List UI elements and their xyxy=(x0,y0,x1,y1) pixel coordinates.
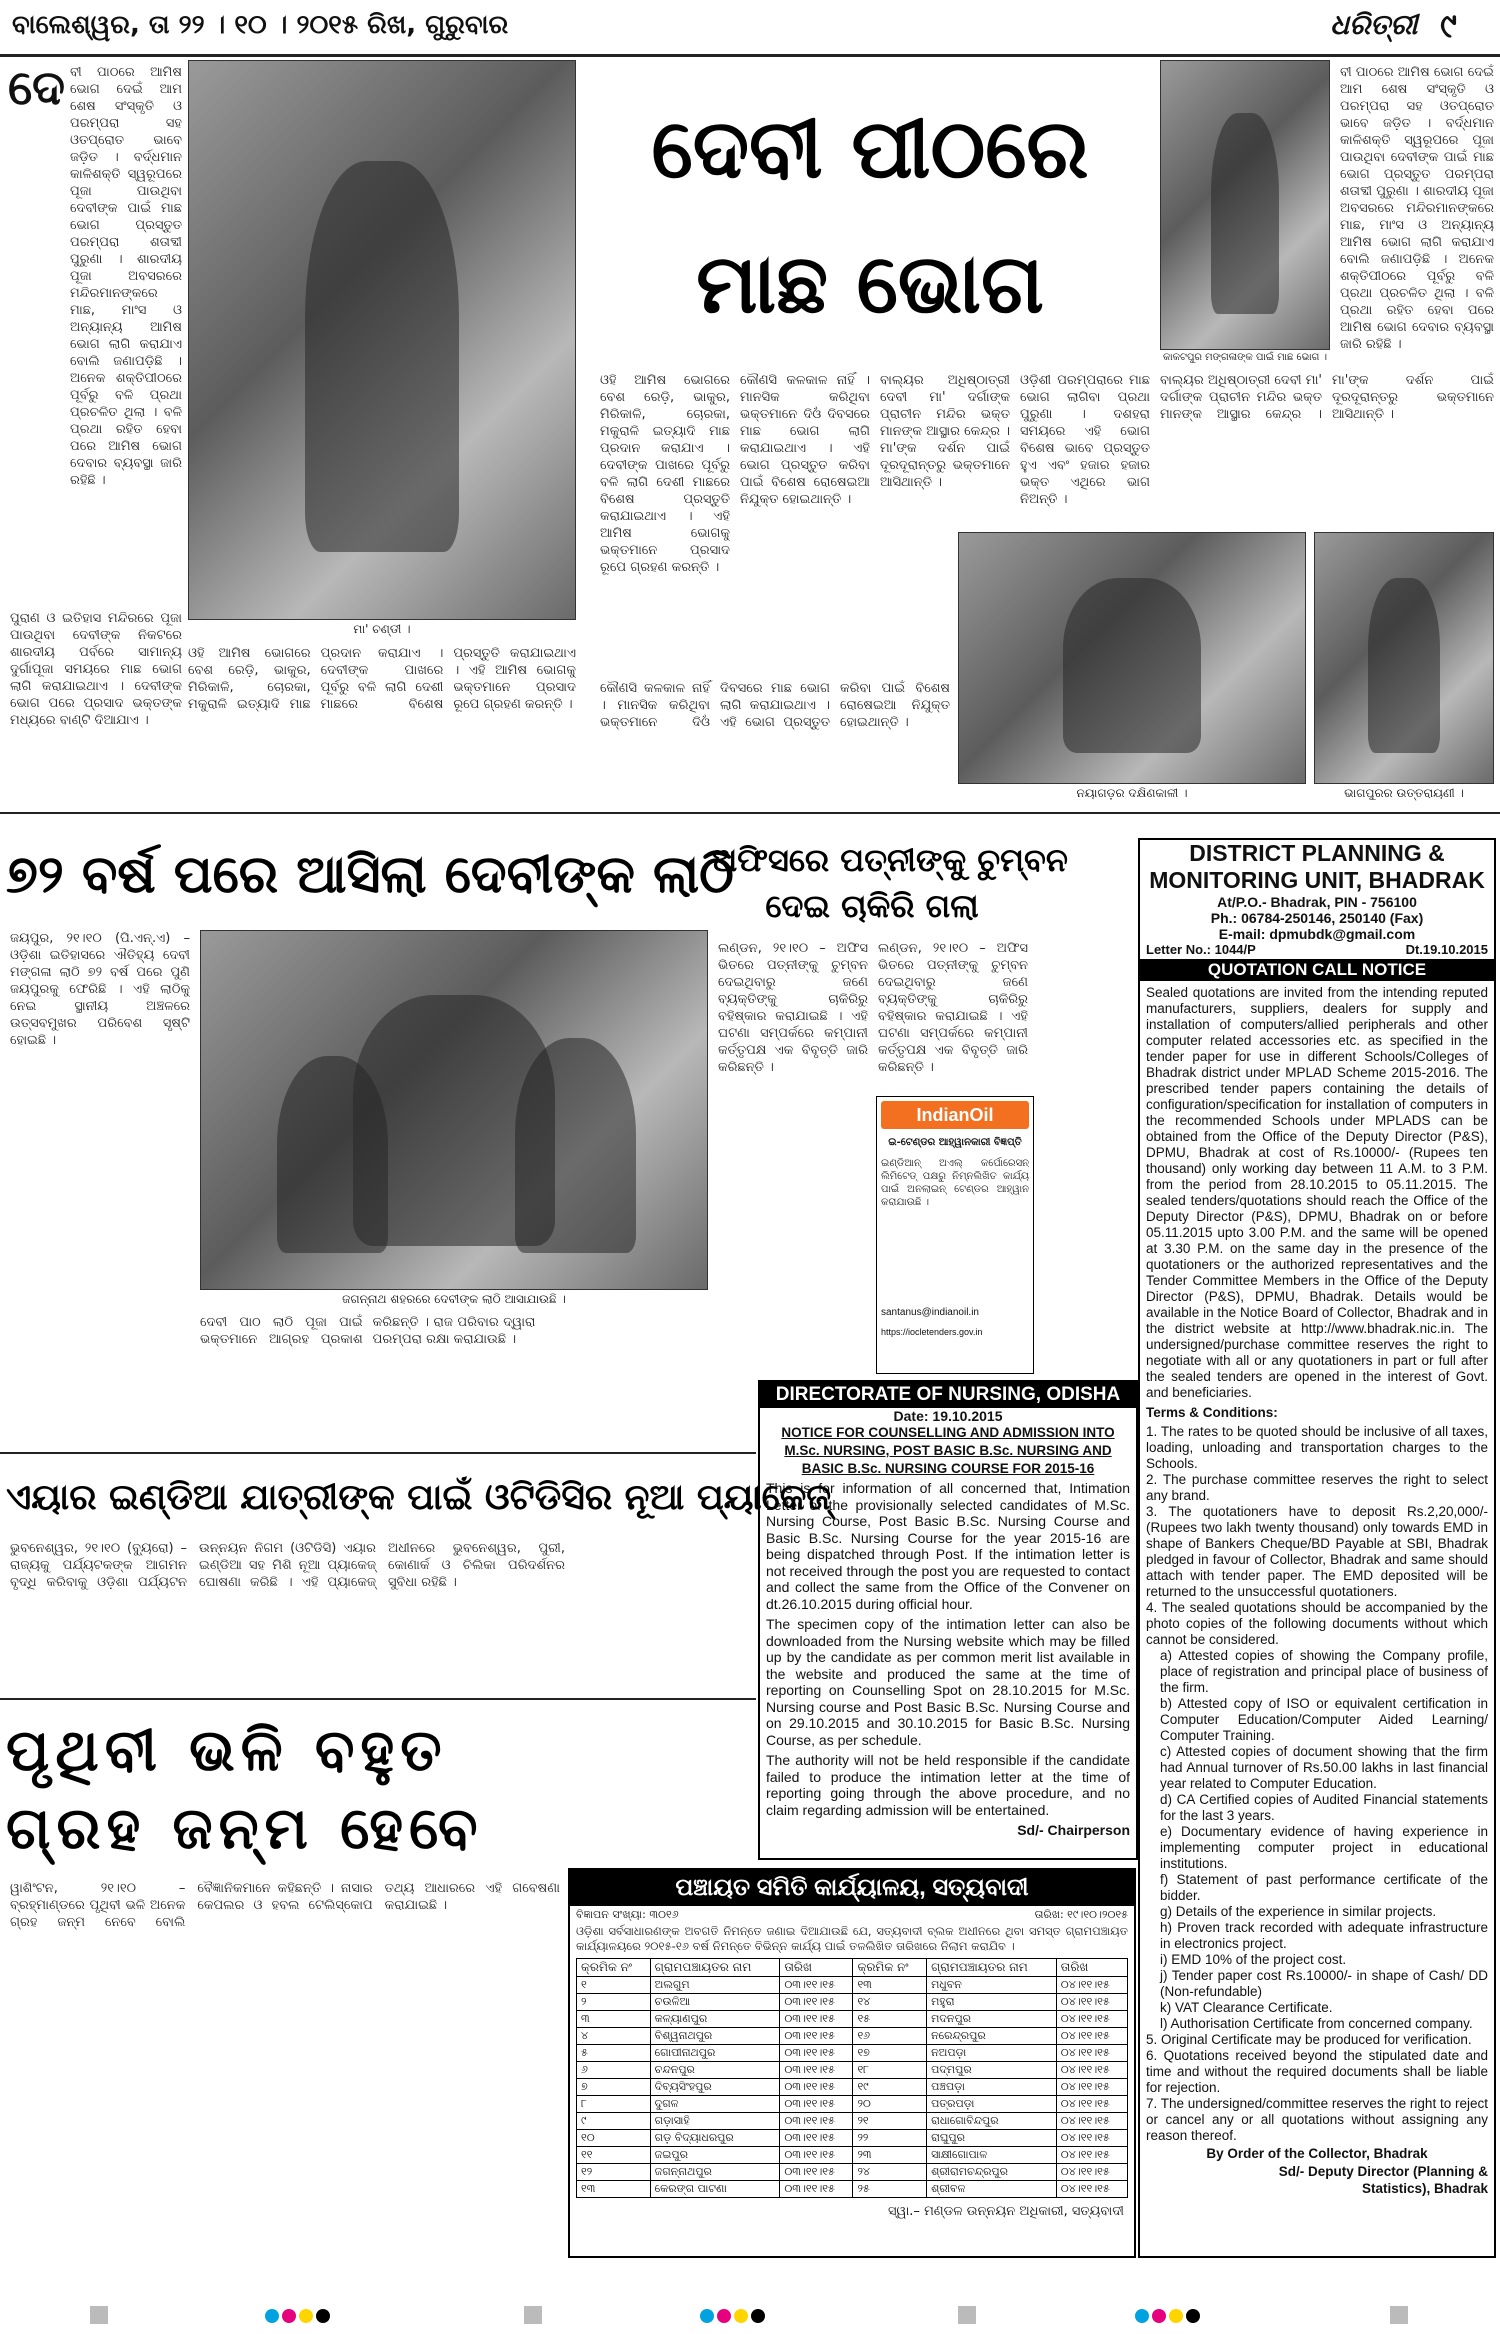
dpmu-term-item: 2. The purchase committee reserves the right to select any brand. xyxy=(1146,1471,1488,1503)
panchayat-sign: ସ୍ୱା.– ମଣ୍ଡଳ ଉନ୍ନୟନ ଅଧିକାରୀ, ସତ୍ୟବାଦୀ xyxy=(888,2204,1124,2219)
story4-text: ଭୁବନେଶ୍ୱର, ୨୧।୧୦ (ବ୍ୟୁରୋ) – ରାଜ୍ୟକୁ ପର୍ଯ୍ୟଟକଙ୍କ ଆଗମନ ବୃଦ୍ଧି କରିବାକୁ ଓଡ଼ିଶା ପର୍ଯ୍ୟଟନ ଉନ୍ନୟନ ନିଗମ (ଓଟିଡିସି) ଏୟାର ଇଣ୍ଡିଆ ସହ ମିଶି ନୂଆ ପ୍ୟାକେଜ୍ ଘୋଷଣା କରିଛି । ଏହି ପ୍ୟାକେଜ୍ ଅଧୀନରେ ଭୁବନେଶ୍ୱର, ପୁରୀ, କୋଣାର୍କ ଓ ଚିଲିକା ପରିଦର୍ଶନର ସୁବିଧା ରହିଛି । xyxy=(10,1541,565,1590)
indianoil-body: ଇଣ୍ଡିଆନ୍ ଅଏଲ୍ କର୍ପୋରେସନ୍ ଲିମିଟେଡ୍ ପକ୍ଷରୁ ନିମ୍ନଲିଖିତ କାର୍ଯ୍ୟ ପାଇଁ ଅନଲାଇନ୍ ଟେଣ୍ଡର ଆହ୍ୱାନ କରାଯାଉଛି । xyxy=(881,1158,1029,1208)
masthead-rule xyxy=(0,54,1500,57)
story1-lower-mid: କୌଣସି କଳକାଳ ନାହିଁ । ମାନସିକ କରିଥିବା ଭକ୍ତମାନେ ଦିଓଁ ଦିବସରେ ମାଛ ଭୋଗ ଲାଗି କରାଯାଇଥାଏ । ଏହି ଭୋଗ ପ୍ରସ୍ତୁତ କରିବା ପାଇଁ ବିଶେଷ ରୋଷେଇଆ ନିଯୁକ୍ତ ହୋଇଥାନ୍ତି । xyxy=(600,681,950,730)
table-cell: ଗୋପୀନାଥପୁର xyxy=(650,2045,780,2062)
panchayat-body: ଓଡ଼ିଶା ସର୍ବସାଧାରଣଙ୍କ ଅବଗତି ନିମନ୍ତେ ଜଣାଇ ଦିଆଯାଉଛି ଯେ, ସତ୍ୟବାଦୀ ବ୍ଲକ ଅଧୀନରେ ଥିବା ସମସ୍ତ ଗ୍ରାମପଞ୍ଚାୟତ କାର୍ଯ୍ୟାଳୟରେ ୨୦୧୫-୧୬ ବର୍ଷ ନିମନ୍ତେ ବିଭିନ୍ନ କାର୍ଯ୍ୟ ପାଇଁ ତଳଲିଖିତ ତାରିଖରେ ନିଲାମ କରାଯିବ । xyxy=(576,1924,1128,1953)
table-cell: ରାଧାଗୋବିନ୍ଦପୁର xyxy=(927,2113,1057,2130)
table-cell: ୦୪।୧୧।୧୫ xyxy=(1056,1994,1127,2011)
story1-col4: ବାଲ୍ୟର ଅଧିଷ୍ଠାତ୍ରୀ ଦେବୀ ମା' ଦର୍ଗାଙ୍କ ପ୍ରାଚୀନ ମନ୍ଦିର ଭକ୍ତ ମାନଙ୍କ ଆସ୍ଥାର କେନ୍ଦ୍ର । ମା'ଙ୍କ ଦର୍ଶନ ପାଇଁ ଦୂରଦୂରାନ୍ତରୁ ଭକ୍ତମାନେ ଆସିଥାନ୍ତି । xyxy=(880,373,1010,490)
table-row xyxy=(577,2045,1128,2062)
paper-logo: ଧରିତ୍ରୀ xyxy=(1330,8,1418,41)
dateline: ବାଲେଶ୍ୱର, ତା ୨୨ । ୧୦ । ୨୦୧୫ ରିଖ, ଗୁରୁବାର xyxy=(12,10,509,40)
dpmu-term-item: g) Details of the experience in similar projects. xyxy=(1160,1903,1437,1919)
table-cell: ୧୫ xyxy=(853,2011,927,2028)
table-cell: ୦୩।୧୧।୧୫ xyxy=(780,1977,853,1994)
table-cell: ୦୪।୧୧।୧୫ xyxy=(1056,2147,1127,2164)
dpmu-body: Sealed quotations are invited from the intending reputed manufacturers, suppliers, dealers for supply and installation of computers/allied peripherals and other computer related accessories etc. as specified in the tender paper for use in different Schools/Colleges of Bhadrak district under MPLAD Scheme 2015-2016. The prescribed tender papers containing the details of configuration/specification for installation of computers in the recommended Schools under MPLADS can be obtained from the Office of the Deputy Director (P&S), DPMU, Bhadrak at cost of Rs.10000/- (Rupees ten thousand) only working day between 11 A.M. to 3 P.M. from the period from 28.10.2015 to 05.11.2015. The sealed tenders/quotations should reach the Office of the Deputy Director (P&S), DPMU, Bhadrak on or before 05.11.2015 upto 3.00 P.M. and the same will be opened at 3.30 P.M. on the same day in the presence of the quotationers or the authorized representatives and the Tender Committee Members in the Office of the Deputy Director (P&S), DPMU, Bhadrak. Details would be available in the Notice Board of Collector, Bhadrak and in the district website at http://www.bhadrak.nic.in. The undersigned/purchase committee reserves the right to negotiate with all or any quotationers in part or full after the sealed tenders are opened in the interest of Govt. and beneficiaries. xyxy=(1146,985,1488,1400)
story3-headline-line1: ଅଫିସରେ ପତ୍ନୀଙ୍କୁ ଚୁମ୍ବନ xyxy=(712,841,1068,879)
table-cell: ୦୩।୧୧।୧୫ xyxy=(780,2147,853,2164)
table-cell: ୩ xyxy=(577,2011,651,2028)
yellow-dot xyxy=(1169,2309,1183,2323)
table-cell: ୦୪।୧୧।୧୫ xyxy=(1056,1977,1127,1994)
table-cell: ୧୪ xyxy=(853,1994,927,2011)
panchayat-table xyxy=(576,1958,1128,2198)
table-cell: ୧୮ xyxy=(853,2062,927,2079)
table-cell: ୧୦ xyxy=(577,2130,651,2147)
table-cell: ୯ xyxy=(577,2113,651,2130)
dpmu-footer3: Statistics), Bhadrak xyxy=(1361,2180,1488,2196)
dpmu-term-item: a) Attested copies of showing the Company profile, place of registration and principal place of business of the firm. xyxy=(1160,1647,1488,1695)
table-cell: ନଅପଡ଼ା xyxy=(927,2045,1057,2062)
panchayat-ref-left: ବିଜ୍ଞାପନ ସଂଖ୍ୟା: ୩୦୧୬ xyxy=(576,1908,679,1921)
table-cell: ଜଗନ୍ନାଥପୁର xyxy=(650,2164,780,2181)
table-cell: ମହୁରା xyxy=(927,1994,1057,2011)
table-header-cell: ତାରିଖ xyxy=(1056,1959,1127,1977)
story1-col6: ବୀ ପାଠରେ ଆମିଷ ଭୋଗ ଦେଇଁ ଆମ ଶେଷ ସଂସ୍କୃତି ଓ ପରମ୍ପରା ସହ ଓତପ୍ରୋତ ଭାବେ ଜଡ଼ିତ । ବର୍ଦ୍ଧମାନ କାଳିଶକ୍ତି ସ୍ୱରୂପରେ ପୂଜା ପାଉଥିବା ଦେବୀଙ୍କ ପାଇଁ ମାଛ ଭୋଗ ପ୍ରସ୍ତୁତ ପରମ୍ପରା ଶତାବ୍ଦୀ ପୁରୁଣା । ଶାରଦୀୟ ପୂଜା ଅବସରରେ ମନ୍ଦିରମାନଙ୍କରେ ମାଛ, ମାଂସ ଓ ଅନ୍ୟାନ୍ୟ ଆମିଷ ଭୋଗ ଲାଗି କରାଯାଏ ବୋଲି ଜଣାପଡ଼ିଛି । ଅନେକ ଶକ୍ତିପୀଠରେ ପୂର୍ବରୁ ବଳି ପ୍ରଥା ପ୍ରଚଳିତ ଥିଲା । ବଳି ପ୍ରଥା ରହିତ ହେବା ପରେ ଆମିଷ ଭୋଗ ଦେବାର ବ୍ୟବସ୍ଥା ଜାରି ରହିଛି । xyxy=(1340,65,1494,352)
grey-patch-4 xyxy=(1390,2306,1408,2324)
caption-kakatpur: କାକଟପୁର ମଙ୍ଗଳାଙ୍କ ପାଇଁ ମାଛ ଭୋଗ । xyxy=(1162,352,1328,363)
dpmu-term-item: j) Tender paper cost Rs.10000/- in shape of Cash/ DD (Non-refundable) xyxy=(1160,1967,1488,1999)
table-cell: ବିଶ୍ୱନାଥପୁର xyxy=(650,2028,780,2045)
cmyk-dots-2 xyxy=(700,2308,768,2327)
dpmu-phone: Ph.: 06784-250146, 250140 (Fax) xyxy=(1210,910,1424,926)
table-cell: ରାଘୁପୁର xyxy=(927,2130,1057,2147)
story1-dropcap: ଦେ xyxy=(8,60,66,116)
panchayat-notice xyxy=(568,1868,1136,2258)
table-cell: ୫ xyxy=(577,2045,651,2062)
nursing-subtitle: NOTICE FOR COUNSELLING AND ADMISSION INTO M.Sc. NURSING, POST BASIC B.Sc. NURSING AND BASIC B.Sc. NURSING COURSE FOR 2015-16 xyxy=(781,1425,1115,1476)
dpmu-title2: MONITORING UNIT, BHADRAK xyxy=(1149,867,1485,893)
table-row xyxy=(577,1994,1128,2011)
section-rule-1 xyxy=(0,812,1500,814)
table-row xyxy=(577,2079,1128,2096)
table-header-cell: ଗ୍ରାମପଞ୍ଚାୟତର ନାମ xyxy=(927,1959,1057,1977)
story2-headline: ୭୨ ବର୍ଷ ପରେ ଆସିଲା ଦେବୀଙ୍କ ଲାଠି xyxy=(6,845,734,905)
table-cell: ୦୪।୧୧।୧୫ xyxy=(1056,2079,1127,2096)
table-cell: ୦୩।୧୧।୧୫ xyxy=(780,2028,853,2045)
dpmu-term-item: d) CA Certified copies of Audited Financial statements for the last 3 years. xyxy=(1160,1791,1488,1823)
story5-text: ୱାଶିଂଟନ, ୨୧।୧୦ – ବ୍ରହ୍ମାଣ୍ଡରେ ପୃଥିବୀ ଭଳି ଅନେକ ଗ୍ରହ ଜନ୍ମ ନେବେ ବୋଲି ବୈଜ୍ଞାନିକମାନେ କହିଛନ୍ତି । ନାସାର କେପଲର ଓ ହବଲ ଟେଲିସ୍କୋପ ତଥ୍ୟ ଆଧାରରେ ଏହି ଗବେଷଣା କରାଯାଇଛି । xyxy=(10,1881,560,1930)
table-row xyxy=(577,2130,1128,2147)
table-cell: ୭ xyxy=(577,2079,651,2096)
indianoil-email[interactable]: santanus@indianoil.in xyxy=(881,1307,979,1318)
indianoil-brand: IndianOil xyxy=(916,1105,994,1125)
dpmu-footer2: Sd/- Deputy Director (Planning & xyxy=(1278,2164,1488,2179)
table-cell: ନରେନ୍ଦ୍ରପୁର xyxy=(927,2028,1057,2045)
table-cell: କଳ୍ୟାଣପୁର xyxy=(650,2011,780,2028)
indianoil-title: ଇ-ଟେଣ୍ଡର ଆହ୍ୱାନକାରୀ ବିଜ୍ଞପ୍ତି xyxy=(888,1137,1022,1148)
dpmu-email: E-mail: dpmubdk@gmail.com xyxy=(1218,926,1416,942)
table-cell: କେରଙ୍ଗ ପାଟଣା xyxy=(650,2181,780,2198)
section-rule-3 xyxy=(0,1698,756,1700)
table-cell: ୦୩।୧୧।୧୫ xyxy=(780,2062,853,2079)
nursing-notice xyxy=(758,1380,1138,1860)
registration-bar xyxy=(0,2296,1500,2334)
table-cell: ମଦନପୁର xyxy=(927,2011,1057,2028)
table-cell: ୧୩ xyxy=(577,2181,651,2198)
cyan-dot xyxy=(700,2309,714,2323)
table-cell: ୨୩ xyxy=(853,2147,927,2164)
cmyk-dots-1 xyxy=(265,2308,333,2327)
table-cell: ୦୪।୧୧।୧୫ xyxy=(1056,2130,1127,2147)
dpmu-terms-list xyxy=(1140,1424,1494,2144)
dpmu-bar: QUOTATION CALL NOTICE xyxy=(1140,959,1494,981)
grey-patch-2 xyxy=(524,2306,542,2324)
table-cell: ୦୪।୧୧।୧୫ xyxy=(1056,2045,1127,2062)
dpmu-term-item: l) Authorisation Certificate from concerned company. xyxy=(1160,2015,1473,2031)
table-row xyxy=(577,2113,1128,2130)
story3-text-b: ଲଣ୍ଡନ, ୨୧।୧୦ – ଅଫିସ ଭିତରେ ପତ୍ନୀଙ୍କୁ ଚୁମ୍ବନ ଦେଇଥିବାରୁ ଜଣେ ବ୍ୟକ୍ତିଙ୍କୁ ଚାକିରିରୁ ବହିଷ୍କାର କରାଯାଇଛି । ଏହି ଘଟଣା ସମ୍ପର୍କରେ କମ୍ପାନୀ କର୍ତ୍ତୃପକ୍ଷ ଏକ ବିବୃତ୍ତି ଜାରି କରିଛନ୍ତି । xyxy=(878,941,1028,1075)
panchayat-title: ପଞ୍ଚାୟତ ସମିତି କାର୍ଯ୍ୟାଳୟ, ସତ୍ୟବାଦୀ xyxy=(570,1870,1134,1906)
indianoil-website[interactable]: https://iocletenders.gov.in xyxy=(881,1327,983,1337)
table-cell: ୦୩।୧୧।୧୫ xyxy=(780,1994,853,2011)
nursing-body: This is for information of all concerned that, Intimation Letter of the provisionally selected candidates of M.Sc. Nursing Course, Post Basic B.Sc. Nursing Course and Basic B.Sc. Nursing Course for the year 2015-16 are being dispatched through Post. If the intimation letter is not received through the post you are requested to contact and collect the same from the Office of the Convener on dt.26.10.2015 during official hour. xyxy=(766,1480,1130,1612)
magenta-dot xyxy=(717,2309,731,2323)
story2-col1: ଜୟପୁର, ୨୧।୧୦ (ପି.ଏନ୍.ଏ) – ଓଡ଼ିଶା ଇତିହାସରେ ଐତିହ୍ୟ ଦେବୀ ମଙ୍ଗଳା ଲାଠି ୭୨ ବର୍ଷ ପରେ ପୁଣି ଜୟପୁରକୁ ଫେରିଛି । ଏହି ଲାଠିକୁ ନେଇ ସ୍ଥାନୀୟ ଅଞ୍ଚଳରେ ଉତ୍ସବମୁଖର ପରିବେଶ ସୃଷ୍ଟି ହୋଇଛି । xyxy=(10,931,190,1048)
table-header-cell: କ୍ରମିକ ନଂ xyxy=(853,1959,927,1977)
cyan-dot xyxy=(265,2309,279,2323)
table-cell: ୬ xyxy=(577,2062,651,2079)
table-cell: ଗଡ଼ ବିଦ୍ୟାଧରପୁର xyxy=(650,2130,780,2147)
grey-patch-3 xyxy=(958,2306,976,2324)
dpmu-footer1: By Order of the Collector, Bhadrak xyxy=(1206,2145,1428,2161)
table-cell: ୧ xyxy=(577,1977,651,1994)
table-cell: ୨୧ xyxy=(853,2113,927,2130)
table-cell: ଶ୍ରୀରାମଚନ୍ଦ୍ରପୁର xyxy=(927,2164,1057,2181)
table-row xyxy=(577,2062,1128,2079)
table-cell: ୧୨ xyxy=(577,2164,651,2181)
nursing-title: DIRECTORATE OF NURSING, ODISHA xyxy=(760,1382,1136,1408)
table-header-cell: ତାରିଖ xyxy=(780,1959,853,1977)
dpmu-term-item: 3. The quotationers have to deposit Rs.2,20,000/- (Rupees two lakh twenty thousand) only towards EMD in shape of Bankers Cheque/BD Payable at SBI, Bhadrak pledged in favour of Collector, Bhadrak and same should attach with tender paper. The EMD deposited will be returned to the unsuccessful quotationers. xyxy=(1146,1503,1488,1599)
nursing-body3: The authority will not be held responsible if the candidate failed to produce the intimation letter at the time of reporting going through the above procedure, and no claim regarding admission will be entertained. xyxy=(766,1752,1130,1818)
dpmu-title1: DISTRICT PLANNING & xyxy=(1189,840,1445,866)
table-row xyxy=(577,2096,1128,2113)
dpmu-date: Dt.19.10.2015 xyxy=(1405,942,1488,957)
black-dot xyxy=(316,2309,330,2323)
story4-headline: ଏୟାର ଇଣ୍ଡିଆ ଯାତ୍ରୀଙ୍କ ପାଇଁ ଓଟିଡିସିର ନୂଆ ପ୍ୟାକେଜ୍ xyxy=(6,1477,832,1518)
black-dot xyxy=(1186,2309,1200,2323)
table-cell: ପଞ୍ଚପଡ଼ା xyxy=(927,2079,1057,2096)
page-number: ୯ xyxy=(1440,6,1457,46)
table-cell: ୨ xyxy=(577,1994,651,2011)
dpmu-term-item: 6. Quotations received beyond the stipulated date and time and without the required documents shall be liable for rejection. xyxy=(1146,2047,1488,2095)
masthead xyxy=(0,0,1500,54)
table-cell: ପଦ୍ମପୁର xyxy=(927,2062,1057,2079)
table-cell: ୧୩ xyxy=(853,1977,927,1994)
table-cell: ଅଲଗୁମ xyxy=(650,1977,780,1994)
table-cell: ୧୬ xyxy=(853,2028,927,2045)
story1-lower-left: ଓହି ଆମିଷ ଭୋଗରେ ବେଶ ରେଡ଼ି, ଭାକୁର, ମିରିକାଳି, ଚୋରକା, ମକୁରାଳି ଇତ୍ୟାଦି ମାଛ ପ୍ରଦାନ କରାଯାଏ । ଦେବୀଙ୍କ ପାଖରେ ପୂର୍ବରୁ ବଳି ଲାଗି ଦେଶୀ ମାଛରେ ବିଶେଷ ପ୍ରସ୍ତୁତି କରାଯାଇଥାଏ । ଏହି ଆମିଷ ଭୋଗକୁ ଭକ୍ତମାନେ ପ୍ରସାଦ ରୂପେ ଗ୍ରହଣ କରନ୍ତି । xyxy=(188,646,576,712)
dpmu-term-item: 5. Original Certificate may be produced for verification. xyxy=(1146,2031,1472,2047)
dpmu-address: At/P.O.- Bhadrak, PIN - 756100 xyxy=(1217,894,1417,910)
dpmu-term-item: i) EMD 10% of the project cost. xyxy=(1160,1951,1347,1967)
story3-headline-line2: ଦେଇ ଚାକିରି ଗଲା xyxy=(765,887,979,925)
table-cell: ୦୩।୧୧।୧୫ xyxy=(780,2011,853,2028)
story1-col1-body: ପୁରାଣ ଓ ଇତିହାସ ମନ୍ଦିରରେ ପୂଜା ପାଉଥିବା ଦେବୀଙ୍କ ନିକଟରେ ଶାରଦୀୟ ପର୍ବରେ ସାମାନ୍ୟ ଦୁର୍ଗାପୂଜା ସମୟରେ ମାଛ ଭୋଗ ଲାଗି କରାଯାଇଥାଏ । ଦେବୀଙ୍କ ଭୋଗ ପରେ ପ୍ରସାଦ ଭକ୍ତଙ୍କ ମଧ୍ୟରେ ବାଣ୍ଟି ଦିଆଯାଏ । xyxy=(10,611,182,728)
table-cell: ଗଡ଼ାସାହି xyxy=(650,2113,780,2130)
table-cell: ୨୫ xyxy=(853,2181,927,2198)
story1-col5: ଓଡ଼ିଶୀ ପରମ୍ପରାରେ ମାଛ ଭୋଗ ଲାଗିବା ପ୍ରଥା ପୁରୁଣା । ଦଶହରା ସମୟରେ ଏହି ଭୋଗ ବିଶେଷ ଭାବେ ପ୍ରସ୍ତୁତ ହୁଏ ଏବଂ ହଜାର ହଜାର ଭକ୍ତ ଏଥିରେ ଭାଗ ନିଅନ୍ତି । xyxy=(1020,373,1150,507)
table-cell: ଦୁଗଳ xyxy=(650,2096,780,2113)
dpmu-term-item: c) Attested copies of document showing that the firm had Annual turnover of Rs.50.00 lakhs in last financial year related to Computer Education. xyxy=(1160,1743,1488,1791)
caption-uttarayani: ଭାଗପୁରର ଉତ୍ତରାୟଣୀ । xyxy=(1344,786,1464,800)
story2-bottom: ଦେବୀ ପାଠ ଲାଠି ପୂଜା ପାଇଁ ଭକ୍ତମାନେ ଆଗ୍ରହ ପ୍ରକାଶ କରିଛନ୍ତି । ରାଜ ପରିବାର ଦ୍ୱାରା ପରମ୍ପରା ରକ୍ଷା କରାଯାଉଛି । xyxy=(200,1315,536,1347)
table-cell: ଚନ୍ଦନପୁର xyxy=(650,2062,780,2079)
table-cell: ୦୩।୧୧।୧୫ xyxy=(780,2181,853,2198)
table-cell: ୧୧ xyxy=(577,2147,651,2164)
table-cell: ୦୩।୧୧।୧୫ xyxy=(780,2045,853,2062)
table-cell: ୦୪।୧୧।୧୫ xyxy=(1056,2028,1127,2045)
table-header-cell: କ୍ରମିକ ନଂ xyxy=(577,1959,651,1977)
panchayat-ref-right: ତାରିଖ: ୧୯।୧୦।୨୦୧୫ xyxy=(1034,1908,1128,1921)
table-cell: ସାକ୍ଷୀଗୋପାଳ xyxy=(927,2147,1057,2164)
story1-col1-intro: ବୀ ପାଠରେ ଆମିଷ ଭୋଗ ଦେଇଁ ଆମ ଶେଷ ସଂସ୍କୃତି ଓ ପରମ୍ପରା ସହ ଓତପ୍ରୋତ ଭାବେ ଜଡ଼ିତ । ବର୍ଦ୍ଧମାନ କାଳିଶକ୍ତି ସ୍ୱରୂପରେ ପୂଜା ପାଉଥିବା ଦେବୀଙ୍କ ପାଇଁ ମାଛ ଭୋଗ ପ୍ରସ୍ତୁତ ପରମ୍ପରା ଶତାବ୍ଦୀ ପୁରୁଣା । ଶାରଦୀୟ ପୂଜା ଅବସରରେ ମନ୍ଦିରମାନଙ୍କରେ ମାଛ, ମାଂସ ଓ ଅନ୍ୟାନ୍ୟ ଆମିଷ ଭୋଗ ଲାଗି କରାଯାଏ ବୋଲି ଜଣାପଡ଼ିଛି । ଅନେକ ଶକ୍ତିପୀଠରେ ପୂର୍ବରୁ ବଳି ପ୍ରଥା ପ୍ରଚଳିତ ଥିଲା । ବଳି ପ୍ରଥା ରହିତ ହେବା ପରେ ଆମିଷ ଭୋଗ ଦେବାର ବ୍ୟବସ୍ଥା ଜାରି ରହିଛି । xyxy=(70,65,182,488)
story1-headline-line1: ଦେବୀ ପୀଠରେ xyxy=(651,102,1089,197)
table-cell: ଦିବ୍ୟସିଂହପୁର xyxy=(650,2079,780,2096)
table-cell: ୦୪।୧୧।୧୫ xyxy=(1056,2164,1127,2181)
yellow-dot xyxy=(734,2309,748,2323)
photo-kakatpur-bhoga xyxy=(1160,60,1330,350)
dpmu-term-item: 7. The undersigned/committee reserves the right to reject or cancel any or all quotations without assigning any reason thereof. xyxy=(1146,2095,1488,2143)
story1-col2: ଓହି ଆମିଷ ଭୋଗରେ ବେଶ ରେଡ଼ି, ଭାକୁର, ମିରିକାଳି, ଚୋରକା, ମକୁରାଳି ଇତ୍ୟାଦି ମାଛ ପ୍ରଦାନ କରାଯାଏ । ଦେବୀଙ୍କ ପାଖରେ ପୂର୍ବରୁ ବଳି ଲାଗି ଦେଶୀ ମାଛରେ ବିଶେଷ ପ୍ରସ୍ତୁତି କରାଯାଇଥାଏ । ଏହି ଆମିଷ ଭୋଗକୁ ଭକ୍ତମାନେ ପ୍ରସାଦ ରୂପେ ଗ୍ରହଣ କରନ୍ତି । xyxy=(600,373,730,575)
table-cell: ୦୩।୧୧।୧୫ xyxy=(780,2130,853,2147)
dpmu-term-item: h) Proven track recorded with adequate infrastructure in electronics project. xyxy=(1160,1919,1488,1951)
black-dot xyxy=(751,2309,765,2323)
table-row xyxy=(577,2164,1128,2181)
nursing-date: Date: 19.10.2015 xyxy=(893,1408,1003,1424)
magenta-dot xyxy=(1152,2309,1166,2323)
indianoil-logo xyxy=(881,1101,1029,1129)
table-cell: ମଧୁବନ xyxy=(927,1977,1057,1994)
table-row xyxy=(577,2181,1128,2198)
photo-devi-lathi xyxy=(200,930,708,1290)
caption-dakshinakali: ନୟାଗଡ଼ର ଦକ୍ଷିଣକାଳୀ । xyxy=(1076,786,1188,800)
table-cell: ୦୪।୧୧।୧୫ xyxy=(1056,2113,1127,2130)
story5-headline-line1: ପୃଥିବୀ ଭଳି ବହୁତ xyxy=(6,1716,448,1784)
table-cell: ୧୭ xyxy=(853,2045,927,2062)
story1-col3: କୌଣସି କଳକାଳ ନାହିଁ । ମାନସିକ କରିଥିବା ଭକ୍ତମାନେ ଦିଓଁ ଦିବସରେ ମାଛ ଭୋଗ ଲାଗି କରାଯାଇଥାଏ । ଏହି ଭୋଗ ପ୍ରସ୍ତୁତ କରିବା ପାଇଁ ବିଶେଷ ରୋଷେଇଆ ନିଯୁକ୍ତ ହୋଇଥାନ୍ତି । xyxy=(740,373,870,507)
table-cell: ୦୪।୧୧।୧୫ xyxy=(1056,2011,1127,2028)
table-cell: ପତ୍ରପଡ଼ା xyxy=(927,2096,1057,2113)
caption-maa-chandi: ମା' ଚଣ୍ଡୀ । xyxy=(353,622,411,636)
dpmu-terms-title: Terms & Conditions: xyxy=(1146,1405,1278,1420)
table-cell: ୦୩।୧୧।୧୫ xyxy=(780,2113,853,2130)
story5-headline-line2: ଗ୍ରହ ଜନ୍ମ ହେବେ xyxy=(6,1794,484,1862)
table-row xyxy=(577,2011,1128,2028)
table-header-cell: ଗ୍ରାମପଞ୍ଚାୟତର ନାମ xyxy=(650,1959,780,1977)
table-row xyxy=(577,2147,1128,2164)
table-cell: ୨୪ xyxy=(853,2164,927,2181)
dpmu-term-item: e) Documentary evidence of having experience in implementing computer project in educational institutions. xyxy=(1160,1823,1488,1871)
magenta-dot xyxy=(282,2309,296,2323)
table-cell: ଜଇପୁର xyxy=(650,2147,780,2164)
table-row xyxy=(577,1977,1128,1994)
dpmu-term-item: 4. The sealed quotations should be accompanied by the photo copies of the following documents without which cannot be considered. xyxy=(1146,1599,1488,1647)
table-cell: ୮ xyxy=(577,2096,651,2113)
table-cell: ୧୯ xyxy=(853,2079,927,2096)
dpmu-letter-no: Letter No.: 1044/P xyxy=(1146,942,1256,957)
dpmu-term-item: 1. The rates to be quoted should be inclusive of all taxes, loading, unloading and transportation charges to the Schools. xyxy=(1146,1423,1488,1471)
story3-text-a: ଲଣ୍ଡନ, ୨୧।୧୦ – ଅଫିସ ଭିତରେ ପତ୍ନୀଙ୍କୁ ଚୁମ୍ବନ ଦେଇଥିବାରୁ ଜଣେ ବ୍ୟକ୍ତିଙ୍କୁ ଚାକିରିରୁ ବହିଷ୍କାର କରାଯାଇଛି । ଏହି ଘଟଣା ସମ୍ପର୍କରେ କମ୍ପାନୀ କର୍ତ୍ତୃପକ୍ଷ ଏକ ବିବୃତ୍ତି ଜାରି କରିଛନ୍ତି । xyxy=(718,941,868,1075)
caption-devi-lathi: ଜଗନ୍ନାଥ ଶହରରେ ଦେବୀଙ୍କ ଲାଠି ଆସାଯାଉଛି । xyxy=(342,1292,566,1306)
photo-maa-chandi xyxy=(188,60,576,620)
photo-uttarayani xyxy=(1314,532,1494,784)
section-rule-2 xyxy=(0,1452,756,1454)
yellow-dot xyxy=(299,2309,313,2323)
table-cell: ଶ୍ରୀବଳ xyxy=(927,2181,1057,2198)
table-cell: ୦୩।୧୧।୧୫ xyxy=(780,2079,853,2096)
table-cell: ଚଉଳିଆ xyxy=(650,1994,780,2011)
table-cell: ୦୩।୧୧।୧୫ xyxy=(780,2096,853,2113)
table-cell: ୦୪।୧୧।୧୫ xyxy=(1056,2181,1127,2198)
photo-dakshinakali xyxy=(958,532,1306,784)
indianoil-ad xyxy=(876,1096,1034,1374)
cmyk-dots-3 xyxy=(1135,2308,1203,2327)
story1-col7: ବାଲ୍ୟର ଅଧିଷ୍ଠାତ୍ରୀ ଦେବୀ ମା' ଦର୍ଗାଙ୍କ ପ୍ରାଚୀନ ମନ୍ଦିର ଭକ୍ତ ମାନଙ୍କ ଆସ୍ଥାର କେନ୍ଦ୍ର । ମା'ଙ୍କ ଦର୍ଶନ ପାଇଁ ଦୂରଦୂରାନ୍ତରୁ ଭକ୍ତମାନେ ଆସିଥାନ୍ତି । xyxy=(1160,373,1494,422)
cyan-dot xyxy=(1135,2309,1149,2323)
dpmu-term-item: f) Statement of past performance certificate of the bidder. xyxy=(1160,1871,1488,1903)
nursing-body2: The specimen copy of the intimation letter can also be downloaded from the Nursing website which may be filled up by the candidate as per common merit list available in the website and produced the same at the time of reporting on Counselling Spot on 28.10.2015 for M.Sc. Nursing course and Post Basic B.Sc. Nursing Course and on 29.10.2015 and 30.10.2015 for Basic B.Sc. Nursing Course, as per schedule. xyxy=(766,1616,1130,1748)
table-cell: ୦୪।୧୧।୧୫ xyxy=(1056,2096,1127,2113)
table-row xyxy=(577,2028,1128,2045)
dpmu-notice xyxy=(1138,838,1496,2258)
table-cell: ୪ xyxy=(577,2028,651,2045)
story1-headline-line2: ମାଛ ଭୋଗ xyxy=(696,237,1044,332)
table-cell: ୦୩।୧୧।୧୫ xyxy=(780,2164,853,2181)
grey-patch-1 xyxy=(90,2306,108,2324)
table-cell: ୨୦ xyxy=(853,2096,927,2113)
dpmu-term-item: b) Attested copy of ISO or equivalent certification in Computer Education/Computer Aided Learning/ Computer Training. xyxy=(1160,1695,1488,1743)
nursing-sign: Sd/- Chairperson xyxy=(1017,1822,1130,1838)
table-cell: ୦୪।୧୧।୧୫ xyxy=(1056,2062,1127,2079)
table-cell: ୨୨ xyxy=(853,2130,927,2147)
dpmu-term-item: k) VAT Clearance Certificate. xyxy=(1160,1999,1333,2015)
